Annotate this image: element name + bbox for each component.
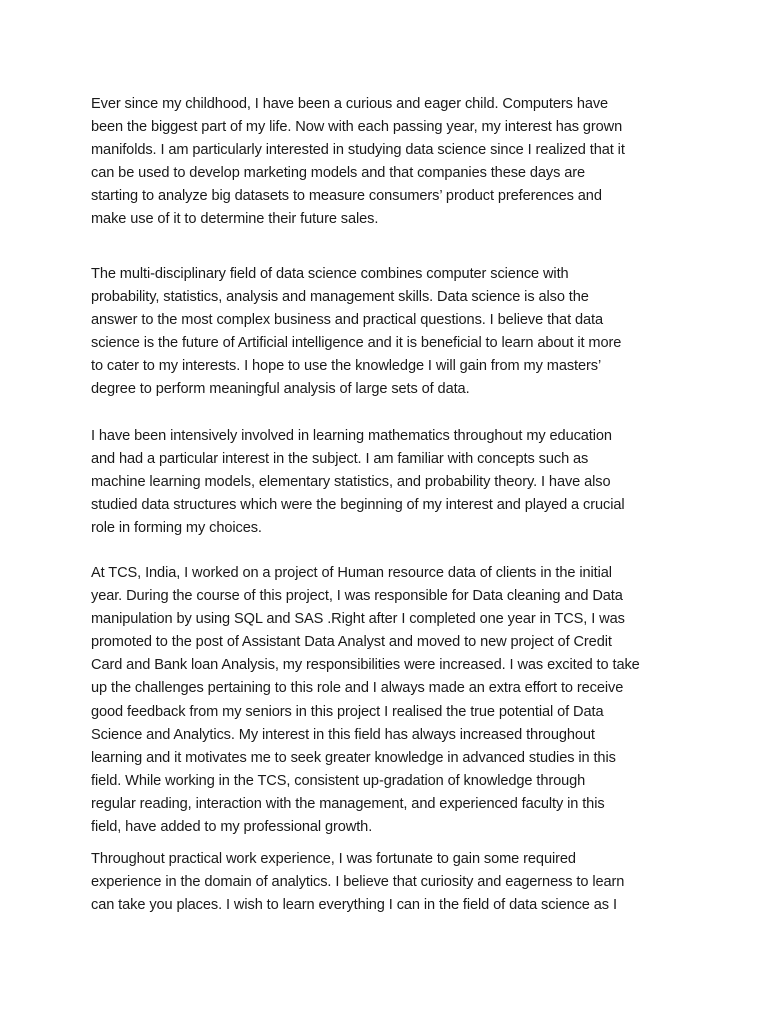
paragraph-line: year. During the course of this project, I was responsible for Data cleaning and Data (91, 588, 623, 605)
paragraph-line: promoted to the post of Assistant Data Analyst and moved to new project of Credit (91, 634, 612, 651)
paragraph-line: can take you places. I wish to learn everything I can in the field of data science as I (91, 897, 617, 914)
paragraph-line: role in forming my choices. (91, 520, 262, 537)
paragraph-line: manipulation by using SQL and SAS .Right after I completed one year in TCS, I was (91, 611, 625, 628)
paragraph-line: make use of it to determine their future sales. (91, 211, 379, 228)
paragraph-line: Throughout practical work experience, I was fortunate to gain some required (91, 851, 576, 867)
paragraph-line: been the biggest part of my life. Now with each passing year, my interest has grown (91, 119, 623, 136)
paragraph-line: field, have added to my professional growth. (91, 819, 373, 836)
paragraph-line: to cater to my interests. I hope to use the knowledge I will gain from my masters’ (91, 358, 602, 375)
paragraph-line: At TCS, India, I worked on a project of Human resource data of clients in the initial (91, 565, 612, 581)
paragraph-2 (91, 263, 691, 402)
paragraph-line: regular reading, interaction with the management, and experienced faculty in this (91, 795, 605, 812)
paragraph-line: up the challenges pertaining to this role and I always made an extra effort to receive (91, 680, 624, 697)
paragraph-line: I have been intensively involved in learning mathematics throughout my education (91, 428, 612, 444)
paragraph-line: experience in the domain of analytics. I believe that curiosity and eagerness to learn (91, 874, 625, 891)
paragraph-line: Card and Bank loan Analysis, my responsibilities were increased. I was excited to take (91, 657, 640, 674)
paragraph-line: studied data structures which were the beginning of my interest and played a crucial (91, 497, 625, 514)
paragraph-3 (91, 425, 691, 540)
paragraph-line: science is the future of Artificial intelligence and it is beneficial to learn about it more (91, 335, 622, 352)
paragraph-line: Science and Analytics. My interest in this field has always increased throughout (91, 726, 595, 743)
paragraph-line: answer to the most complex business and practical questions. I believe that data (91, 312, 603, 329)
paragraph-line: good feedback from my seniors in this project I realised the true potential of Data (91, 703, 604, 720)
paragraph-line: and had a particular interest in the subject. I am familiar with concepts such as (91, 451, 589, 468)
paragraph-4 (91, 562, 691, 839)
paragraph-line: degree to perform meaningful analysis of large sets of data. (91, 381, 470, 398)
paragraph-5 (91, 848, 691, 917)
paragraph-line: learning and it motivates me to seek greater knowledge in advanced studies in this (91, 749, 616, 766)
paragraph-line: manifolds. I am particularly interested in studying data science since I realized that it (91, 142, 625, 159)
paragraph-line: starting to analyze big datasets to measure consumers’ product preferences and (91, 188, 602, 205)
paragraph-line: The multi-disciplinary field of data science combines computer science with (91, 266, 569, 282)
paragraph-line: Ever since my childhood, I have been a curious and eager child. Computers have (91, 96, 609, 112)
paragraph-line: field. While working in the TCS, consistent up-gradation of knowledge through (91, 772, 586, 789)
paragraph-line: can be used to develop marketing models and that companies these days are (91, 165, 586, 182)
paragraph-1 (91, 93, 691, 232)
paragraph-line: machine learning models, elementary statistics, and probability theory. I have also (91, 474, 611, 491)
paragraph-line: probability, statistics, analysis and management skills. Data science is also the (91, 289, 589, 306)
